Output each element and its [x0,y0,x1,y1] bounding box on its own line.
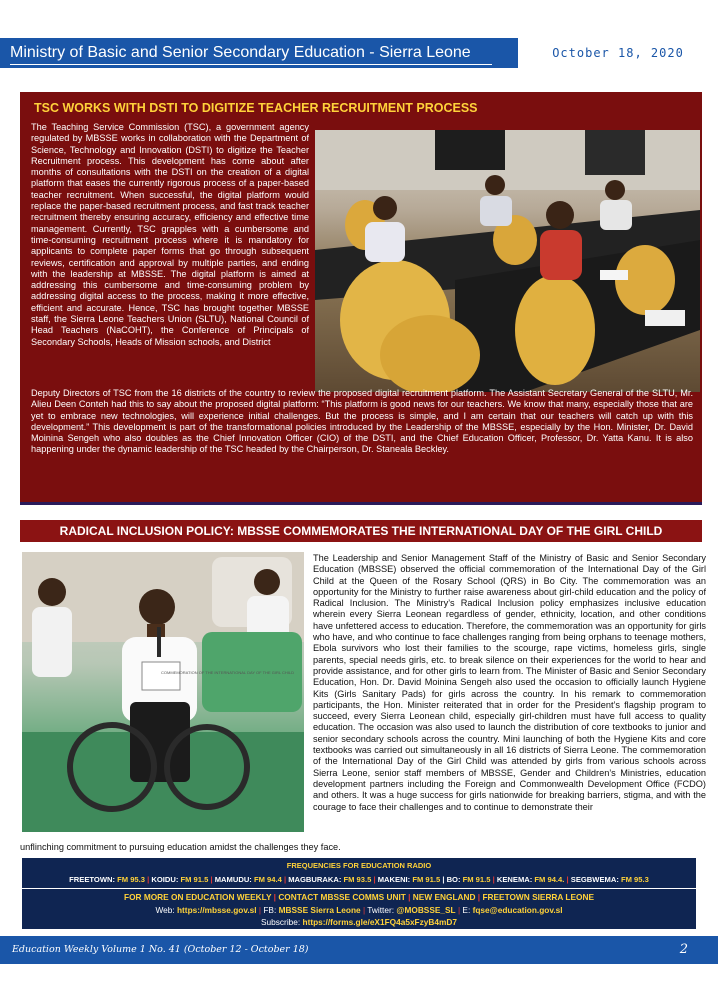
station-mamudu: MAMUDU: FM 94.4 [214,875,282,884]
article-body-top: The Teaching Service Commission (TSC), a government agency regulated by MBSSE works in collaboration with the Department of Science, Technology and Innovation (DSTI) to digitize the Teacher Recruitment process. This development has come about after months of consultations with the DSTI on the creation of a digital platform that eases the currently rigorous process of a paper-based teacher recruitment. When successful, the digital platform would replace the paper-based recruitment process, and fast track teacher recruitment thereby ensuring accuracy, efficiency and effective time management. Currently, TSC grapples with a cumbersome and time-consuming recruitment process where it is mandatory for applicants to complete paper forms that go through subsequent reviews, certification and approval by multiple parties, and ending with the leadership at MBSSE. The digital platform is aimed at addressing this cumbersome and time-consuming problem by addressing digital access to the process, making it more effective, efficient and accurate. Hence, TSC has brought together MBSSE staff, the Sierra Leone Teachers Union (SLTU), National Council of Head Teachers (NaCOHT), the Conference of Principals of Secondary Schools, Heads of Mission schools, and District [31,122,309,347]
station-segbwema: SEGBWEMA: FM 95.3 [570,875,649,884]
facebook-link[interactable]: MBSSE Sierra Leone [278,905,361,915]
publication-title: Ministry of Basic and Senior Secondary Education - Sierra Leone [10,42,492,65]
article-body-main: The Leadership and Senior Management Staff of the Ministry of Basic and Senior Secondary Education (MBSSE) observed the official commemoration of the International Day of the Girl Child at the Queen of the Rosary School (QRS) in Bo City. The commemoration was an opportunity for the Ministry to further raise awareness about girl-child education and the policy of Radical Inclusion. The Ministry’s Radical Inclusion policy emphasizes inclusive education wherein every Sierra Leonean regardless of gender, ethnicity, location, and other conditions have unfettered access to education. Therefore, the commemoration was an opportunity for girls who have, and who continue to face challenges ranging from being orphans to teenage mothers, Ebola survivors who lost their families to the scourge, rape victims, homeless girls, single parents, special needs girls, etc. to break silence on their experiences for the world to hear and provide assistance, and for other girls to learn from. The Minister of Basic and Senior Secondary Education, Hon. Dr. David Moinina Sengeh also used the occasion to officially launch Hygiene Kits (Girls Sanitary Pads) for girls across the country. In his remark to commemoration participants, the Hon. Minister reiterated that in order for the President’s flagship program to succeed, every Sierra Leonean child, especially girl-children must have full access to quality education. The occasion was also used to launch the distribution of core textbooks to junior and senior secondary schools across the country. Mini launching of both the Hygiene Kits and core textbooks was carried out simultaneously in all 16 districts of Sierra Leone. The commemoration of the International Day of the Girl Child was attended by girls from various schools across Sierra Leone, senior staff members of MBSSE, Gender and Children’s Ministries, education development partners including the Foreign and Commonwealth Development Office (FCDO) and others. It was a huge success for girls nationwide for breaking barriers, stigma, and with the courage to face their challenges and to continue to demonstrate their [313,553,706,812]
station-makeni: MAKENI: FM 91.5 [377,875,441,884]
footer-bar [0,936,718,964]
contact-links: Web: https://mbsse.gov.sl | FB: MBSSE Sierra Leone | Twitter: @MOBSSE_SL | E: fqse@education.gov.sl [155,905,563,915]
meeting-photo-illustration [315,130,700,392]
subscribe-line: Subscribe: https://forms.gle/eX1FQ4a5xFzyB4mD7 [261,917,457,927]
station-freetown: FREETOWN: FM 95.3 [69,875,145,884]
article-body-closing: unflinching commitment to pursuing education amidst the challenges they face. [20,842,341,852]
station-koidu: KOIDU: FM 91.5 [151,875,209,884]
radio-frequencies-box [22,858,696,888]
radio-stations-line: FREETOWN: FM 95.3 | KOIDU: FM 91.5 | MAMUDU: FM 94.4 | MAGBURAKA: FM 93.5 | MAKENI: FM 91.5 | BO: FM 91.5 | KENEMA: FM 94.4. | SEGBWEMA: FM 95.3 [69,875,649,884]
girl-child-photo [22,552,304,832]
station-bo: BO: FM 91.5 [446,875,491,884]
radio-heading: FREQUENCIES FOR EDUCATION RADIO [286,861,432,870]
email-link[interactable]: fqse@education.gov.sl [472,905,563,915]
article-title-girl-child: RADICAL INCLUSION POLICY: MBSSE COMMEMORATES THE INTERNATIONAL DAY OF THE GIRL CHILD [20,520,702,542]
meeting-photo [315,130,700,392]
station-kenema: KENEMA: FM 94.4. [496,875,565,884]
website-link[interactable]: https://mbsse.gov.sl [176,905,257,915]
header-bar [0,38,718,68]
article-body-bottom: Deputy Directors of TSC from the 16 districts of the country to review the proposed digital recruitment platform. The Assistant Secretary General of the SLTU, Mr. Alieu Deen Conteh had this to say about the proposed digital platform: “This platform is good news for our teachers. We know that many, especially those that are yet to embrace new technologies, will experience initial challenges. But the process is simple, and I am certain that our teachers will catch up with this development.” This development is part of the transformational policies introduced by the Leadership of the MBSSE, especially by the Hon. Minister, Dr. David Moinina Sengeh who also doubles as the Chief Innovation Officer (CIO) of the DSTI, and the Chief Education Officer, Professor, Dr. Yatta Kanu. It is also happening under the dynamic leadership of the TSC headed by the Chairperson, Dr. Staneala Beckley. [31,388,693,455]
article-tsc-dsti [20,92,702,505]
page-number: 2 [679,942,688,957]
issue-date: October 18, 2020 [518,38,718,68]
shirt-print-text: COMMEMORATION OF THE INTERNATIONAL DAY OF THE GIRL CHILD [161,670,295,675]
girl-child-photo-illustration [22,552,304,832]
article-title: TSC WORKS WITH DSTI TO DIGITIZE TEACHER RECRUITMENT PROCESS [34,101,478,115]
subscribe-link[interactable]: https://forms.gle/eX1FQ4a5xFzyB4mD7 [302,917,457,927]
station-magburaka: MAGBURAKA: FM 93.5 [288,875,372,884]
issue-info: Education Weekly Volume 1 No. 41 (October 12 - October 18) [12,944,309,955]
twitter-link[interactable]: @MOBSSE_SL [396,905,456,915]
contact-info-box [22,889,696,929]
contact-heading: FOR MORE ON EDUCATION WEEKLY | CONTACT MBSSE COMMS UNIT | NEW ENGLAND | FREETOWN SIERRA LEONE [124,892,594,902]
